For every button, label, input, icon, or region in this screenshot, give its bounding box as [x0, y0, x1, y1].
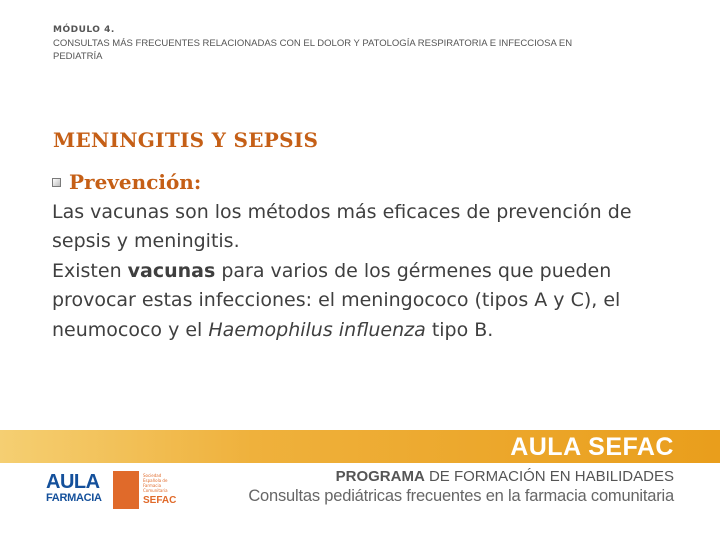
program-bold: PROGRAMA [335, 468, 425, 485]
paragraph-text: tipo B. [425, 318, 494, 341]
program-info [248, 468, 674, 506]
aula-logo-bottom: FARMACIA [46, 492, 102, 504]
aula-farmacia-logo [46, 472, 106, 508]
program-title [248, 468, 674, 486]
paragraph-text: para varios de los gérmenes que pueden provocar estas infecciones: el meningococo (tipos A y C), el neumococo y el [52, 259, 621, 341]
sefac-logo [113, 471, 175, 509]
paragraph-vaccines-efficacy: Las vacunas son los métodos más eficaces de prevención de sepsis y meningitis. [52, 200, 632, 252]
slide-title: MENINGITIS Y SEPSIS [53, 128, 319, 152]
slide-content [52, 168, 692, 345]
module-subtitle: CONSULTAS MÁS FRECUENTES RELACIONADAS CON EL DOLOR Y PATOLOGÍA RESPIRATORIA E INFECCIOSA EN PEDIATRÍA [53, 38, 573, 62]
module-label: MÓDULO 4. [53, 25, 115, 35]
bold-word-vacunas: vacunas [127, 259, 216, 282]
paragraph-vaccines-germs [52, 257, 692, 346]
module-header [53, 24, 613, 63]
bullet-label: Prevención: [69, 170, 202, 194]
square-bullet-icon [52, 178, 61, 187]
paragraph-text: Existen [52, 259, 128, 282]
sefac-mark-icon [113, 471, 139, 509]
program-rest: DE FORMACIÓN EN HABILIDADES [424, 468, 674, 485]
sefac-logo-small-text: Sociedad Española de Farmacia Comunitaria [143, 473, 168, 493]
banner-title: AULA SEFAC [510, 433, 674, 461]
program-subtitle: Consultas pediátricas frecuentes en la farmacia comunitaria [248, 487, 674, 505]
footer-banner [0, 430, 720, 463]
bullet-heading [52, 168, 692, 198]
sefac-logo-word: SEFAC [143, 495, 177, 506]
italic-haemophilus: Haemophilus influenza [208, 318, 426, 341]
aula-logo-top: AULA [46, 471, 100, 493]
